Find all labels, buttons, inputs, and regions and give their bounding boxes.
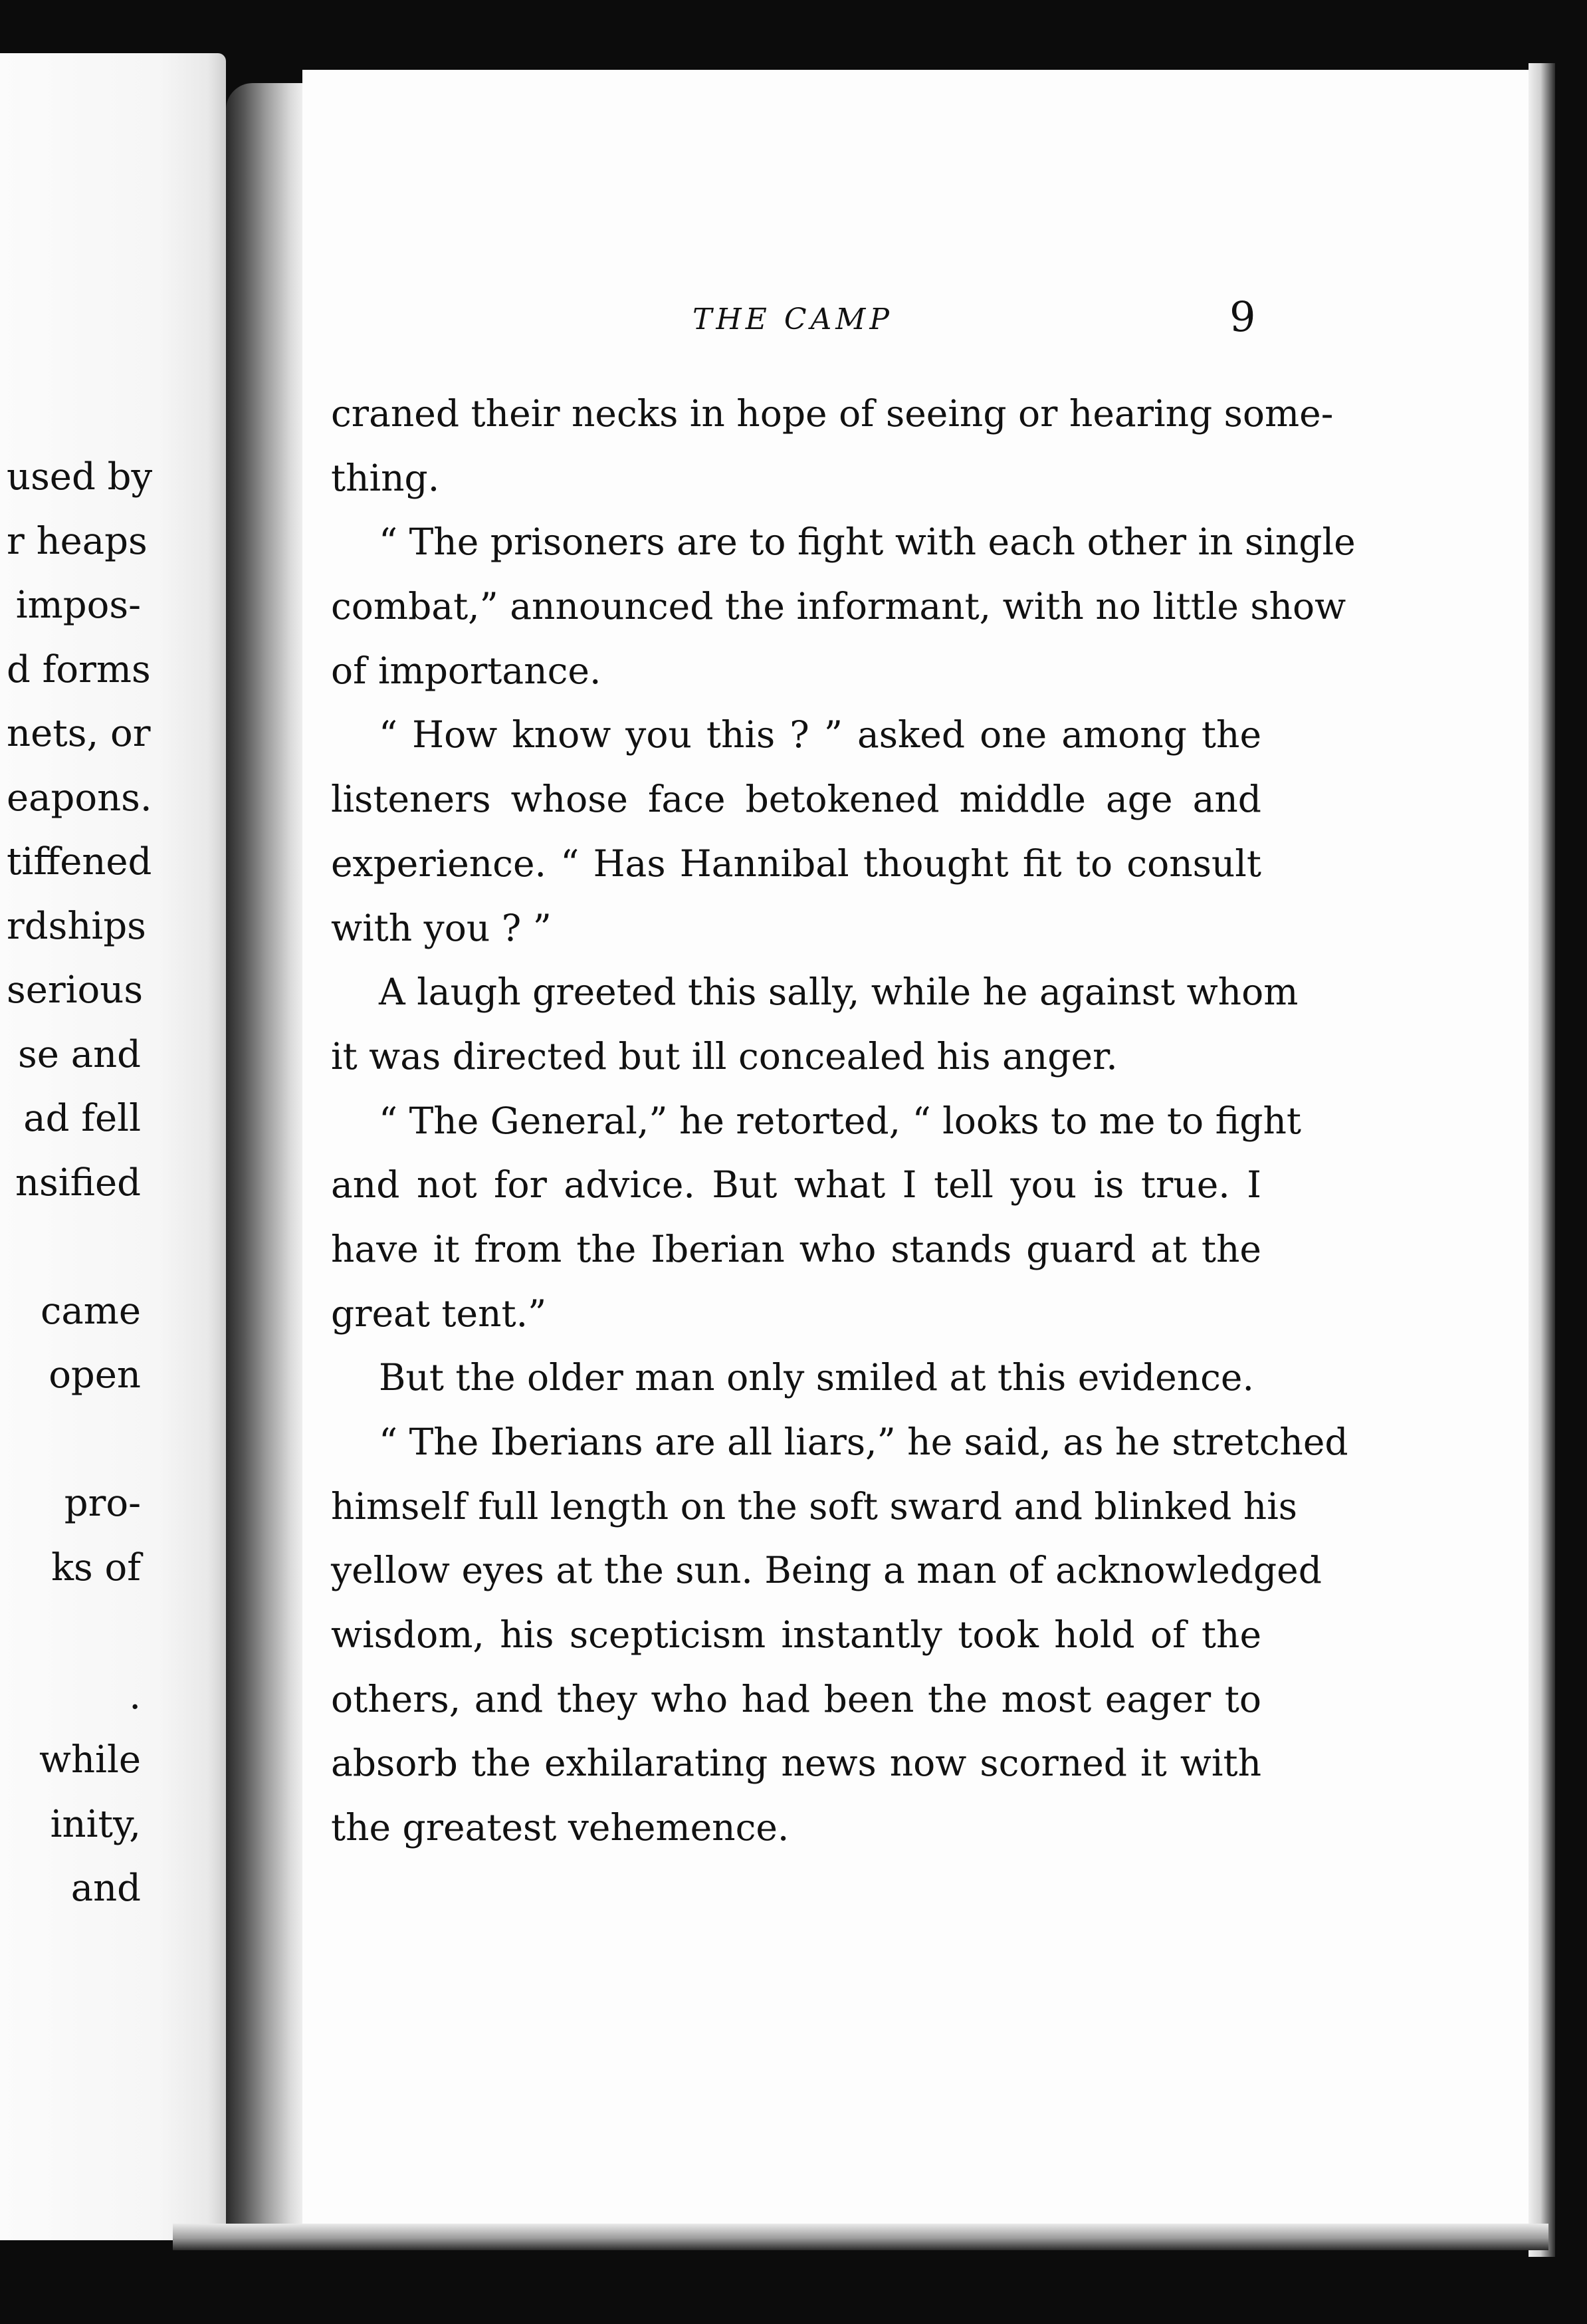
left-page-line: r heaps	[7, 519, 148, 563]
text-line: great tent.”	[331, 1292, 547, 1335]
left-page-line: eapons.	[7, 776, 152, 820]
body-text	[331, 382, 1356, 1860]
text-line: listeners whose face betokened middle age and	[331, 778, 1261, 821]
text-line: have it from the Iberian who stands guard at the	[331, 1227, 1261, 1270]
left-page-line: and	[70, 1867, 141, 1910]
left-page-line: inity,	[50, 1802, 141, 1846]
left-page-line: ad fell	[23, 1097, 141, 1140]
left-page-line	[7, 1408, 226, 1472]
text-line: others, and they who had been the most eager to	[331, 1677, 1261, 1720]
text-line: himself full length on the soft sward and blinked his	[331, 1484, 1298, 1528]
left-page-line: serious	[7, 969, 144, 1012]
text-line: “ The prisoners are to fight with each other in single	[379, 521, 1356, 564]
text-line: of importance.	[331, 649, 601, 692]
text-line: “ The Iberians are all liars,” he said, as he stretched	[379, 1421, 1348, 1463]
text-line: it was directed but ill concealed his anger.	[331, 1034, 1118, 1078]
text-line: “ How know you this ? ” asked one among the	[379, 713, 1261, 756]
left-page-line: open	[49, 1353, 141, 1397]
running-head: THE CAMP	[692, 302, 893, 336]
left-facing-page	[0, 53, 226, 2240]
text-line: “ The General,” he retorted, “ looks to me to fight	[379, 1099, 1302, 1142]
right-page-edge	[1529, 63, 1555, 2257]
book-gutter	[226, 83, 306, 2224]
text-line: yellow eyes at the sun. Being a man of acknowledged	[331, 1549, 1322, 1592]
text-line: thing.	[331, 456, 440, 499]
text-line: craned their necks in hope of seeing or hearing some-	[331, 392, 1334, 435]
text-line: and not for advice. But what I tell you is true. I	[331, 1163, 1261, 1207]
left-page-line: tiffened	[7, 840, 152, 883]
left-page-line: nsified	[15, 1161, 141, 1205]
left-page-line: used by	[7, 455, 153, 499]
left-page-line: nets, or	[7, 712, 151, 755]
left-page-line: came	[41, 1289, 141, 1333]
left-page-line: .	[129, 1674, 141, 1718]
text-line: with you ? ”	[331, 906, 552, 949]
left-page-line: rdships	[7, 904, 146, 948]
text-line: But the older man only smiled at this evidence.	[379, 1356, 1254, 1399]
left-page-line: while	[39, 1738, 141, 1782]
left-page-line	[7, 1600, 226, 1665]
text-line: A laugh greeted this sally, while he against whom	[379, 971, 1299, 1014]
left-page-text	[7, 445, 226, 1921]
left-page-line: pro-	[64, 1482, 141, 1525]
text-line: absorb the exhilarating news now scorned it with	[331, 1742, 1261, 1785]
text-line: combat,” announced the informant, with no little show	[331, 585, 1346, 628]
left-page-line: se and	[18, 1032, 141, 1076]
left-page-line: d forms	[7, 647, 151, 691]
text-line: experience. “ Has Hannibal thought fit to consult	[331, 842, 1261, 885]
left-page-line: impos-	[15, 584, 141, 627]
left-page-line: ks of	[51, 1546, 141, 1589]
left-page-line	[7, 1215, 226, 1280]
page-number: 9	[1229, 292, 1256, 341]
bottom-page-edge	[173, 2224, 1548, 2250]
text-line: wisdom, his scepticism instantly took hold of the	[331, 1613, 1261, 1657]
text-line: the greatest vehemence.	[331, 1806, 790, 1849]
